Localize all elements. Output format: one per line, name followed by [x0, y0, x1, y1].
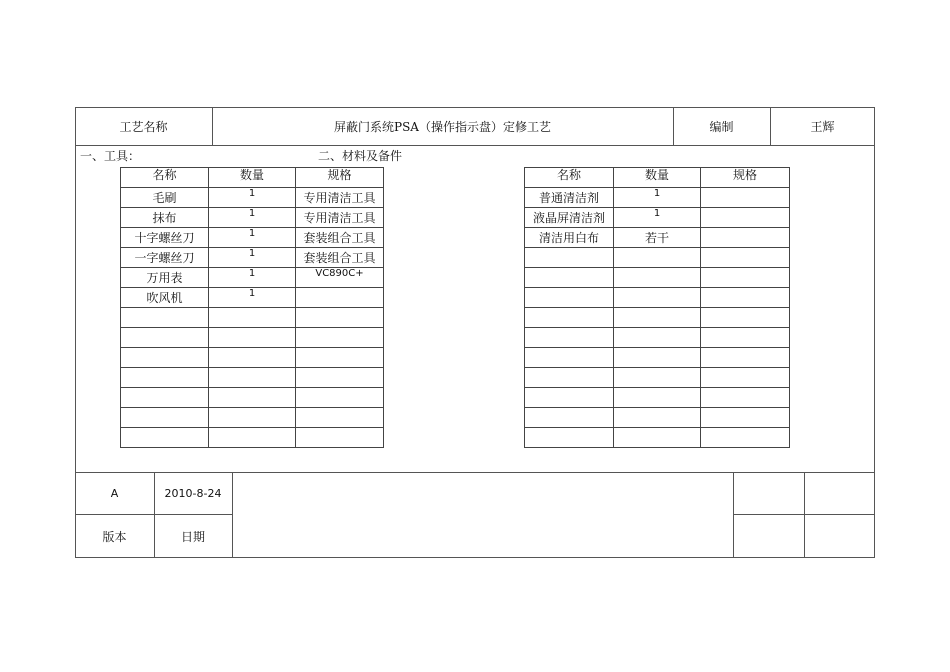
- tools-table-cell: 1: [209, 248, 296, 268]
- materials-table-header-cell: 名称: [525, 168, 614, 188]
- materials-table-cell: [525, 288, 614, 308]
- tools-table-header-row: [121, 168, 384, 188]
- tools-table-row: [121, 248, 384, 268]
- version-value: A: [110, 486, 119, 500]
- materials-table-header-cell: 规格: [701, 168, 790, 188]
- materials-table-cell: [614, 248, 701, 268]
- tools-table-cell: VC890C+: [296, 268, 384, 288]
- materials-table-row: [525, 368, 790, 388]
- tools-table-header-cell: 规格: [296, 168, 384, 188]
- tools-table-cell: 专用清洁工具: [296, 208, 384, 228]
- tools-table-cell: 1: [209, 288, 296, 308]
- materials-table-cell: [525, 388, 614, 408]
- materials-table-cell: 液晶屏清洁剂: [525, 208, 614, 228]
- materials-table-cell: [701, 308, 790, 328]
- materials-table-cell: [614, 408, 701, 428]
- materials-table-row: [525, 188, 790, 208]
- materials-table-cell: 清洁用白布: [525, 228, 614, 248]
- process-name-value: 屏蔽门系统PSA（操作指示盘）定修工艺: [334, 119, 551, 134]
- materials-table-row: [525, 408, 790, 428]
- materials-table-cell: [614, 368, 701, 388]
- tools-table-row: [121, 308, 384, 328]
- materials-table-cell: [525, 268, 614, 288]
- materials-table-cell: 普通清洁剂: [525, 188, 614, 208]
- materials-table-cell: [525, 368, 614, 388]
- tools-table-cell: [209, 408, 296, 428]
- tools-table-row: [121, 388, 384, 408]
- tools-table-row: [121, 288, 384, 308]
- materials-table-row: [525, 328, 790, 348]
- tools-table-cell: [121, 408, 209, 428]
- materials-table-cell: 1: [614, 188, 701, 208]
- tools-table-cell: 吹风机: [121, 288, 209, 308]
- tools-table-cell: [209, 308, 296, 328]
- materials-table-row: [525, 268, 790, 288]
- tools-table-cell: [121, 388, 209, 408]
- materials-table-cell: [525, 408, 614, 428]
- tools-table-row: [121, 268, 384, 288]
- tools-table-cell: 万用表: [121, 268, 209, 288]
- materials-table-cell: 若干: [614, 228, 701, 248]
- tools-table-cell: 抹布: [121, 208, 209, 228]
- tools-table-row: [121, 408, 384, 428]
- tools-table-row: [121, 348, 384, 368]
- materials-table-header-row: [525, 168, 790, 188]
- materials-table-cell: [614, 288, 701, 308]
- tools-table-row: [121, 208, 384, 228]
- tools-table-cell: [296, 408, 384, 428]
- materials-table-row: [525, 428, 790, 448]
- tools-table-cell: [209, 368, 296, 388]
- tools-section-title: 一、工具：: [80, 149, 141, 163]
- author-label: 编制: [709, 119, 734, 134]
- materials-table-cell: [701, 328, 790, 348]
- materials-table-cell: [701, 248, 790, 268]
- materials-table-cell: [701, 228, 790, 248]
- tools-table-cell: 1: [209, 208, 296, 228]
- materials-table-row: [525, 248, 790, 268]
- tools-table-cell: [296, 428, 384, 448]
- tools-table-cell: [296, 288, 384, 308]
- tools-table-cell: 1: [209, 268, 296, 288]
- materials-table-cell: [614, 328, 701, 348]
- materials-table-cell: [701, 268, 790, 288]
- materials-table-cell: [614, 268, 701, 288]
- footer-col-line: [232, 472, 233, 558]
- tools-table-cell: 套装组合工具: [296, 248, 384, 268]
- materials-table-cell: [614, 348, 701, 368]
- tools-table-cell: 1: [209, 228, 296, 248]
- tools-table-row: [121, 188, 384, 208]
- version-label: 版本: [102, 529, 127, 544]
- tools-table-cell: [121, 368, 209, 388]
- tools-table-header-cell: 名称: [121, 168, 209, 188]
- tools-table-cell: [209, 348, 296, 368]
- author-value: 王辉: [810, 119, 835, 134]
- materials-table-row: [525, 308, 790, 328]
- tools-table-cell: [121, 308, 209, 328]
- materials-table-cell: [614, 388, 701, 408]
- tools-table-cell: [121, 428, 209, 448]
- tools-table-cell: [121, 328, 209, 348]
- materials-table-header-cell: 数量: [614, 168, 701, 188]
- materials-table-cell: [701, 388, 790, 408]
- materials-table-cell: [525, 428, 614, 448]
- date-label: 日期: [180, 529, 205, 544]
- materials-table-row: [525, 288, 790, 308]
- materials-table-cell: [525, 248, 614, 268]
- materials-section-title: 二、材料及备件: [318, 149, 403, 163]
- tools-table-cell: 一字螺丝刀: [121, 248, 209, 268]
- tools-table-row: [121, 428, 384, 448]
- tools-table-cell: [121, 348, 209, 368]
- materials-table-cell: [701, 368, 790, 388]
- tools-table-cell: [209, 428, 296, 448]
- tools-table-cell: [209, 328, 296, 348]
- tools-table-cell: [296, 308, 384, 328]
- process-name-label: 工艺名称: [119, 119, 168, 134]
- tools-table-header-cell: 数量: [209, 168, 296, 188]
- header-divider: [75, 145, 875, 146]
- tools-table-row: [121, 368, 384, 388]
- materials-table-cell: [701, 208, 790, 228]
- tools-table-cell: [296, 348, 384, 368]
- tools-table-cell: 毛刷: [121, 188, 209, 208]
- tools-table-row: [121, 328, 384, 348]
- materials-table: [524, 167, 790, 448]
- materials-table-row: [525, 348, 790, 368]
- tools-table-cell: 1: [209, 188, 296, 208]
- tools-table-cell: 套装组合工具: [296, 228, 384, 248]
- materials-table-cell: [525, 348, 614, 368]
- materials-table-cell: 1: [614, 208, 701, 228]
- materials-table-cell: [701, 408, 790, 428]
- materials-table-row: [525, 388, 790, 408]
- materials-table-cell: [701, 348, 790, 368]
- materials-table-cell: [614, 428, 701, 448]
- materials-table-cell: [614, 308, 701, 328]
- tools-table-cell: [296, 368, 384, 388]
- footer-col-line: [804, 472, 805, 558]
- tools-table-cell: [296, 328, 384, 348]
- tools-table-cell: [296, 388, 384, 408]
- date-value: 2010-8-24: [164, 486, 222, 500]
- materials-table-cell: [525, 308, 614, 328]
- materials-table-row: [525, 228, 790, 248]
- materials-table-cell: [701, 428, 790, 448]
- materials-table-cell: [701, 188, 790, 208]
- tools-table-cell: [209, 388, 296, 408]
- materials-table-cell: [525, 328, 614, 348]
- tools-table-row: [121, 228, 384, 248]
- materials-table-cell: [701, 288, 790, 308]
- materials-table-row: [525, 208, 790, 228]
- tools-table-cell: 专用清洁工具: [296, 188, 384, 208]
- footer-col-line: [733, 472, 734, 558]
- tools-table: [120, 167, 384, 448]
- tools-table-cell: 十字螺丝刀: [121, 228, 209, 248]
